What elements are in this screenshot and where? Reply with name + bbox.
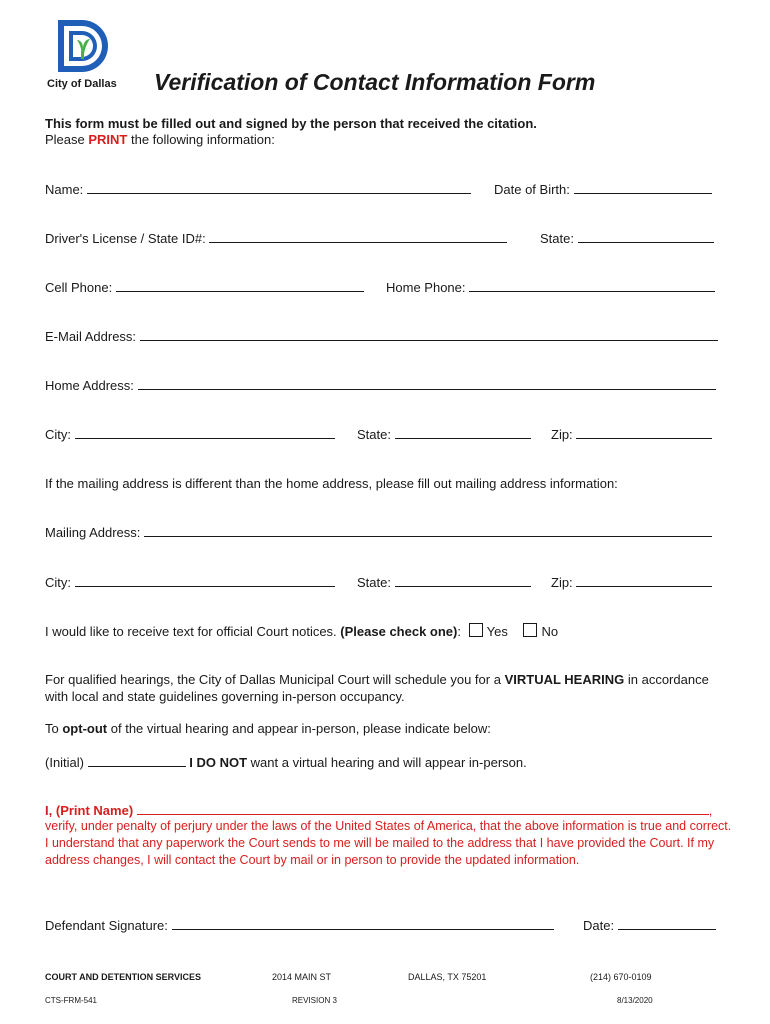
home-zip-input-line[interactable] <box>576 426 712 439</box>
signature-date-field <box>583 917 716 933</box>
opt-out-bold: opt-out <box>62 721 108 736</box>
mailing-address-field <box>45 524 712 540</box>
virtual-para-end: in accordance with local and state guidelines governing in-person occupancy. <box>45 672 709 704</box>
home-zip-label: Zip: <box>551 427 573 442</box>
dob-input-line[interactable] <box>574 181 712 194</box>
print-name-comma: , <box>708 803 713 818</box>
license-input-line[interactable] <box>209 230 507 243</box>
mailing-state-input-line[interactable] <box>395 574 531 587</box>
print-word: PRINT <box>88 132 128 147</box>
virtual-hearing-bold: VIRTUAL HEARING <box>504 672 625 687</box>
license-field <box>45 230 507 246</box>
dob-label: Date of Birth: <box>494 182 570 197</box>
name-field <box>45 181 471 197</box>
print-instruction <box>45 132 275 147</box>
initial-row <box>45 754 527 770</box>
print-name-input-line[interactable] <box>137 802 709 815</box>
initial-input-line[interactable] <box>88 754 186 767</box>
mailing-zip-field <box>551 574 712 590</box>
opt-out-prefix: To <box>45 721 59 736</box>
footer-phone: (214) 670-0109 <box>590 972 652 982</box>
home-city-field <box>45 426 335 442</box>
cell-phone-field <box>45 279 364 295</box>
text-notice-check-one: (Please check one) <box>340 624 458 639</box>
do-not-bold: I DO NOT <box>189 755 248 770</box>
home-address-field <box>45 377 716 393</box>
org-name: City of Dallas <box>47 78 117 90</box>
defendant-signature-field <box>45 917 554 933</box>
home-state-input-line[interactable] <box>395 426 531 439</box>
footer-department: COURT AND DETENTION SERVICES <box>45 972 202 982</box>
footer-date: 8/13/2020 <box>617 996 653 1005</box>
yes-checkbox[interactable] <box>469 623 483 637</box>
no-checkbox[interactable] <box>523 623 537 637</box>
defendant-signature-label: Defendant Signature: <box>45 918 168 933</box>
home-address-input-line[interactable] <box>138 377 716 390</box>
certification-body: verify, under penalty of perjury under the laws of the United States of America, that the above information is true and correct. I understand that any paperwork the Court sends to me will be mailed to the address that I have provided the Court. If my address changes, I will contact the Court by mail or in person to provide the updated information. <box>45 819 732 867</box>
home-phone-input-line[interactable] <box>469 279 715 292</box>
signature-date-line[interactable] <box>618 917 716 930</box>
opt-out-suffix: of the virtual hearing and appear in-person, please indicate below: <box>110 721 491 736</box>
home-state-field <box>357 426 531 442</box>
mailing-city-field <box>45 574 335 590</box>
footer-form-number: CTS-FRM-541 <box>45 996 98 1005</box>
license-state-input-line[interactable] <box>578 230 714 243</box>
yes-label: Yes <box>486 624 508 639</box>
text-notice-colon: : <box>457 624 461 639</box>
mailing-state-field <box>357 574 531 590</box>
home-phone-label: Home Phone: <box>386 280 466 295</box>
do-not-rest: want a virtual hearing and will appear in-person. <box>250 755 527 770</box>
mailing-address-input-line[interactable] <box>144 524 712 537</box>
print-name-prefix: I, <box>45 803 53 818</box>
footer-revision: REVISION 3 <box>292 996 337 1005</box>
cell-phone-label: Cell Phone: <box>45 280 113 295</box>
footer-street: 2014 MAIN ST <box>272 972 332 982</box>
cell-phone-input-line[interactable] <box>116 279 364 292</box>
virtual-hearing-paragraph <box>45 671 735 705</box>
opt-out-instruction <box>45 721 491 736</box>
name-input-line[interactable] <box>87 181 471 194</box>
license-state-label: State: <box>540 231 574 246</box>
print-name-label: (Print Name) <box>55 803 134 818</box>
virtual-para-start: For qualified hearings, the City of Dallas Municipal Court will schedule you for a <box>45 672 501 687</box>
home-city-input-line[interactable] <box>75 426 335 439</box>
print-prefix: Please <box>45 132 85 147</box>
text-notice-prompt: I would like to receive text for official Court notices. <box>45 624 337 639</box>
defendant-signature-line[interactable] <box>172 917 554 930</box>
footer-city: DALLAS, TX 75201 <box>408 972 487 982</box>
dallas-d-logo-icon <box>52 18 112 74</box>
home-zip-field <box>551 426 712 442</box>
home-phone-field <box>386 279 715 295</box>
mailing-zip-input-line[interactable] <box>576 574 712 587</box>
dob-field <box>494 181 712 197</box>
license-label: Driver's License / State ID#: <box>45 231 206 246</box>
no-label: No <box>541 624 559 639</box>
city-logo <box>52 18 112 74</box>
email-label: E-Mail Address: <box>45 329 137 344</box>
mailing-city-input-line[interactable] <box>75 574 335 587</box>
home-city-label: City: <box>45 427 71 442</box>
mailing-state-label: State: <box>357 575 391 590</box>
page-title: Verification of Contact Information Form <box>154 69 596 95</box>
mailing-note: If the mailing address is different than the home address, please fill out mailing address information: <box>45 476 618 491</box>
text-notice-row <box>45 623 558 639</box>
signature-date-label: Date: <box>583 918 615 933</box>
mailing-city-label: City: <box>45 575 71 590</box>
email-input-line[interactable] <box>140 328 718 341</box>
license-state-field <box>540 230 714 246</box>
email-field <box>45 328 718 344</box>
mailing-zip-label: Zip: <box>551 575 573 590</box>
initial-label: (Initial) <box>45 755 85 770</box>
name-label: Name: <box>45 182 84 197</box>
home-address-label: Home Address: <box>45 378 134 393</box>
instruction-bold: This form must be filled out and signed by the person that received the citation. <box>45 116 537 131</box>
print-suffix: the following information: <box>131 132 275 147</box>
home-state-label: State: <box>357 427 391 442</box>
print-name-row <box>45 802 712 818</box>
mailing-address-label: Mailing Address: <box>45 525 141 540</box>
